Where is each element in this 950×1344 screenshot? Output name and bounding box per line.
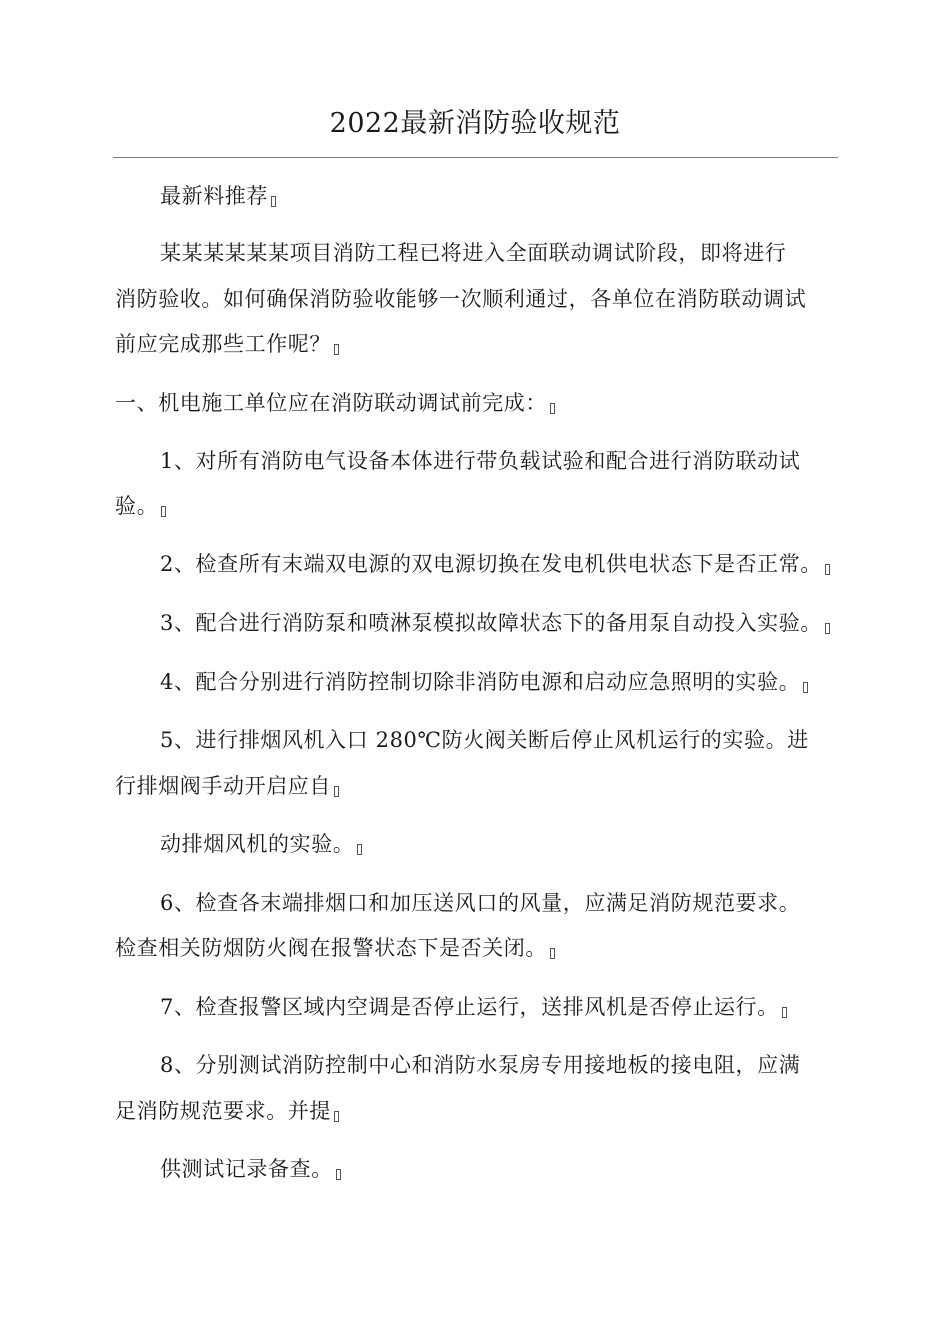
paragraph-mark-icon [271, 196, 276, 207]
paragraph-line: 行排烟阀手动开启应自 [115, 770, 339, 802]
paragraph-mark-icon [782, 1007, 787, 1018]
paragraph-mark-icon [357, 844, 362, 855]
document-title: 2022最新消防验收规范 [329, 108, 621, 139]
title-divider [113, 157, 838, 158]
section-heading: 一、机电施工单位应在消防联动调试前完成： [115, 387, 555, 419]
paragraph-line: 2、检查所有末端双电源的双电源切换在发电机供电状态下是否正常。 [160, 548, 830, 580]
paragraph-line: 验。 [115, 490, 166, 522]
paragraph-line: 3、配合进行消防泵和喷淋泵模拟故障状态下的备用泵自动投入实验。 [160, 607, 830, 639]
paragraph-line: 5、进行排烟风机入口 280℃防火阀关断后停止风机运行的实验。进 [160, 728, 809, 752]
paragraph-mark-icon [334, 1111, 339, 1122]
paragraph-line: 8、分别测试消防控制中心和消防水泵房专用接地板的接电阻，应满 [160, 1053, 801, 1077]
paragraph-line: 消防验收。如何确保消防验收能够一次顺利通过，各单位在消防联动调试 [115, 287, 807, 311]
paragraph-line: 动排烟风机的实验。 [160, 828, 362, 860]
paragraph-line: 7、检查报警区域内空调是否停止运行，送排风机是否停止运行。 [160, 991, 787, 1023]
paragraph-line: 供测试记录备查。 [160, 1153, 341, 1185]
paragraph-mark-icon [550, 403, 555, 414]
paragraph-line: 6、检查各末端排烟口和加压送风口的风量，应满足消防规范要求。 [160, 891, 801, 915]
paragraph-mark-icon [825, 564, 830, 575]
paragraph-line: 足消防规范要求。并提 [115, 1095, 339, 1127]
paragraph-line: 前应完成那些工作呢？ [115, 328, 339, 360]
paragraph-mark-icon [550, 948, 555, 959]
paragraph-mark-icon [825, 623, 830, 634]
paragraph-mark-icon [161, 506, 166, 517]
paragraph-mark-icon [334, 344, 339, 355]
paragraph-mark-icon [334, 786, 339, 797]
paragraph-line: 某某某某某某项目消防工程已将进入全面联动调试阶段，即将进行 [160, 241, 787, 265]
paragraph-mark-icon [803, 682, 808, 693]
paragraph-line: 4、配合分别进行消防控制切除非消防电源和启动应急照明的实验。 [160, 666, 808, 698]
paragraph-line: 最新料推荐 [160, 180, 276, 212]
paragraph-line: 检查相关防烟防火阀在报警状态下是否关闭。 [115, 932, 555, 964]
paragraph-mark-icon [336, 1169, 341, 1180]
paragraph-line: 1、对所有消防电气设备本体进行带负载试验和配合进行消防联动试 [160, 449, 801, 473]
